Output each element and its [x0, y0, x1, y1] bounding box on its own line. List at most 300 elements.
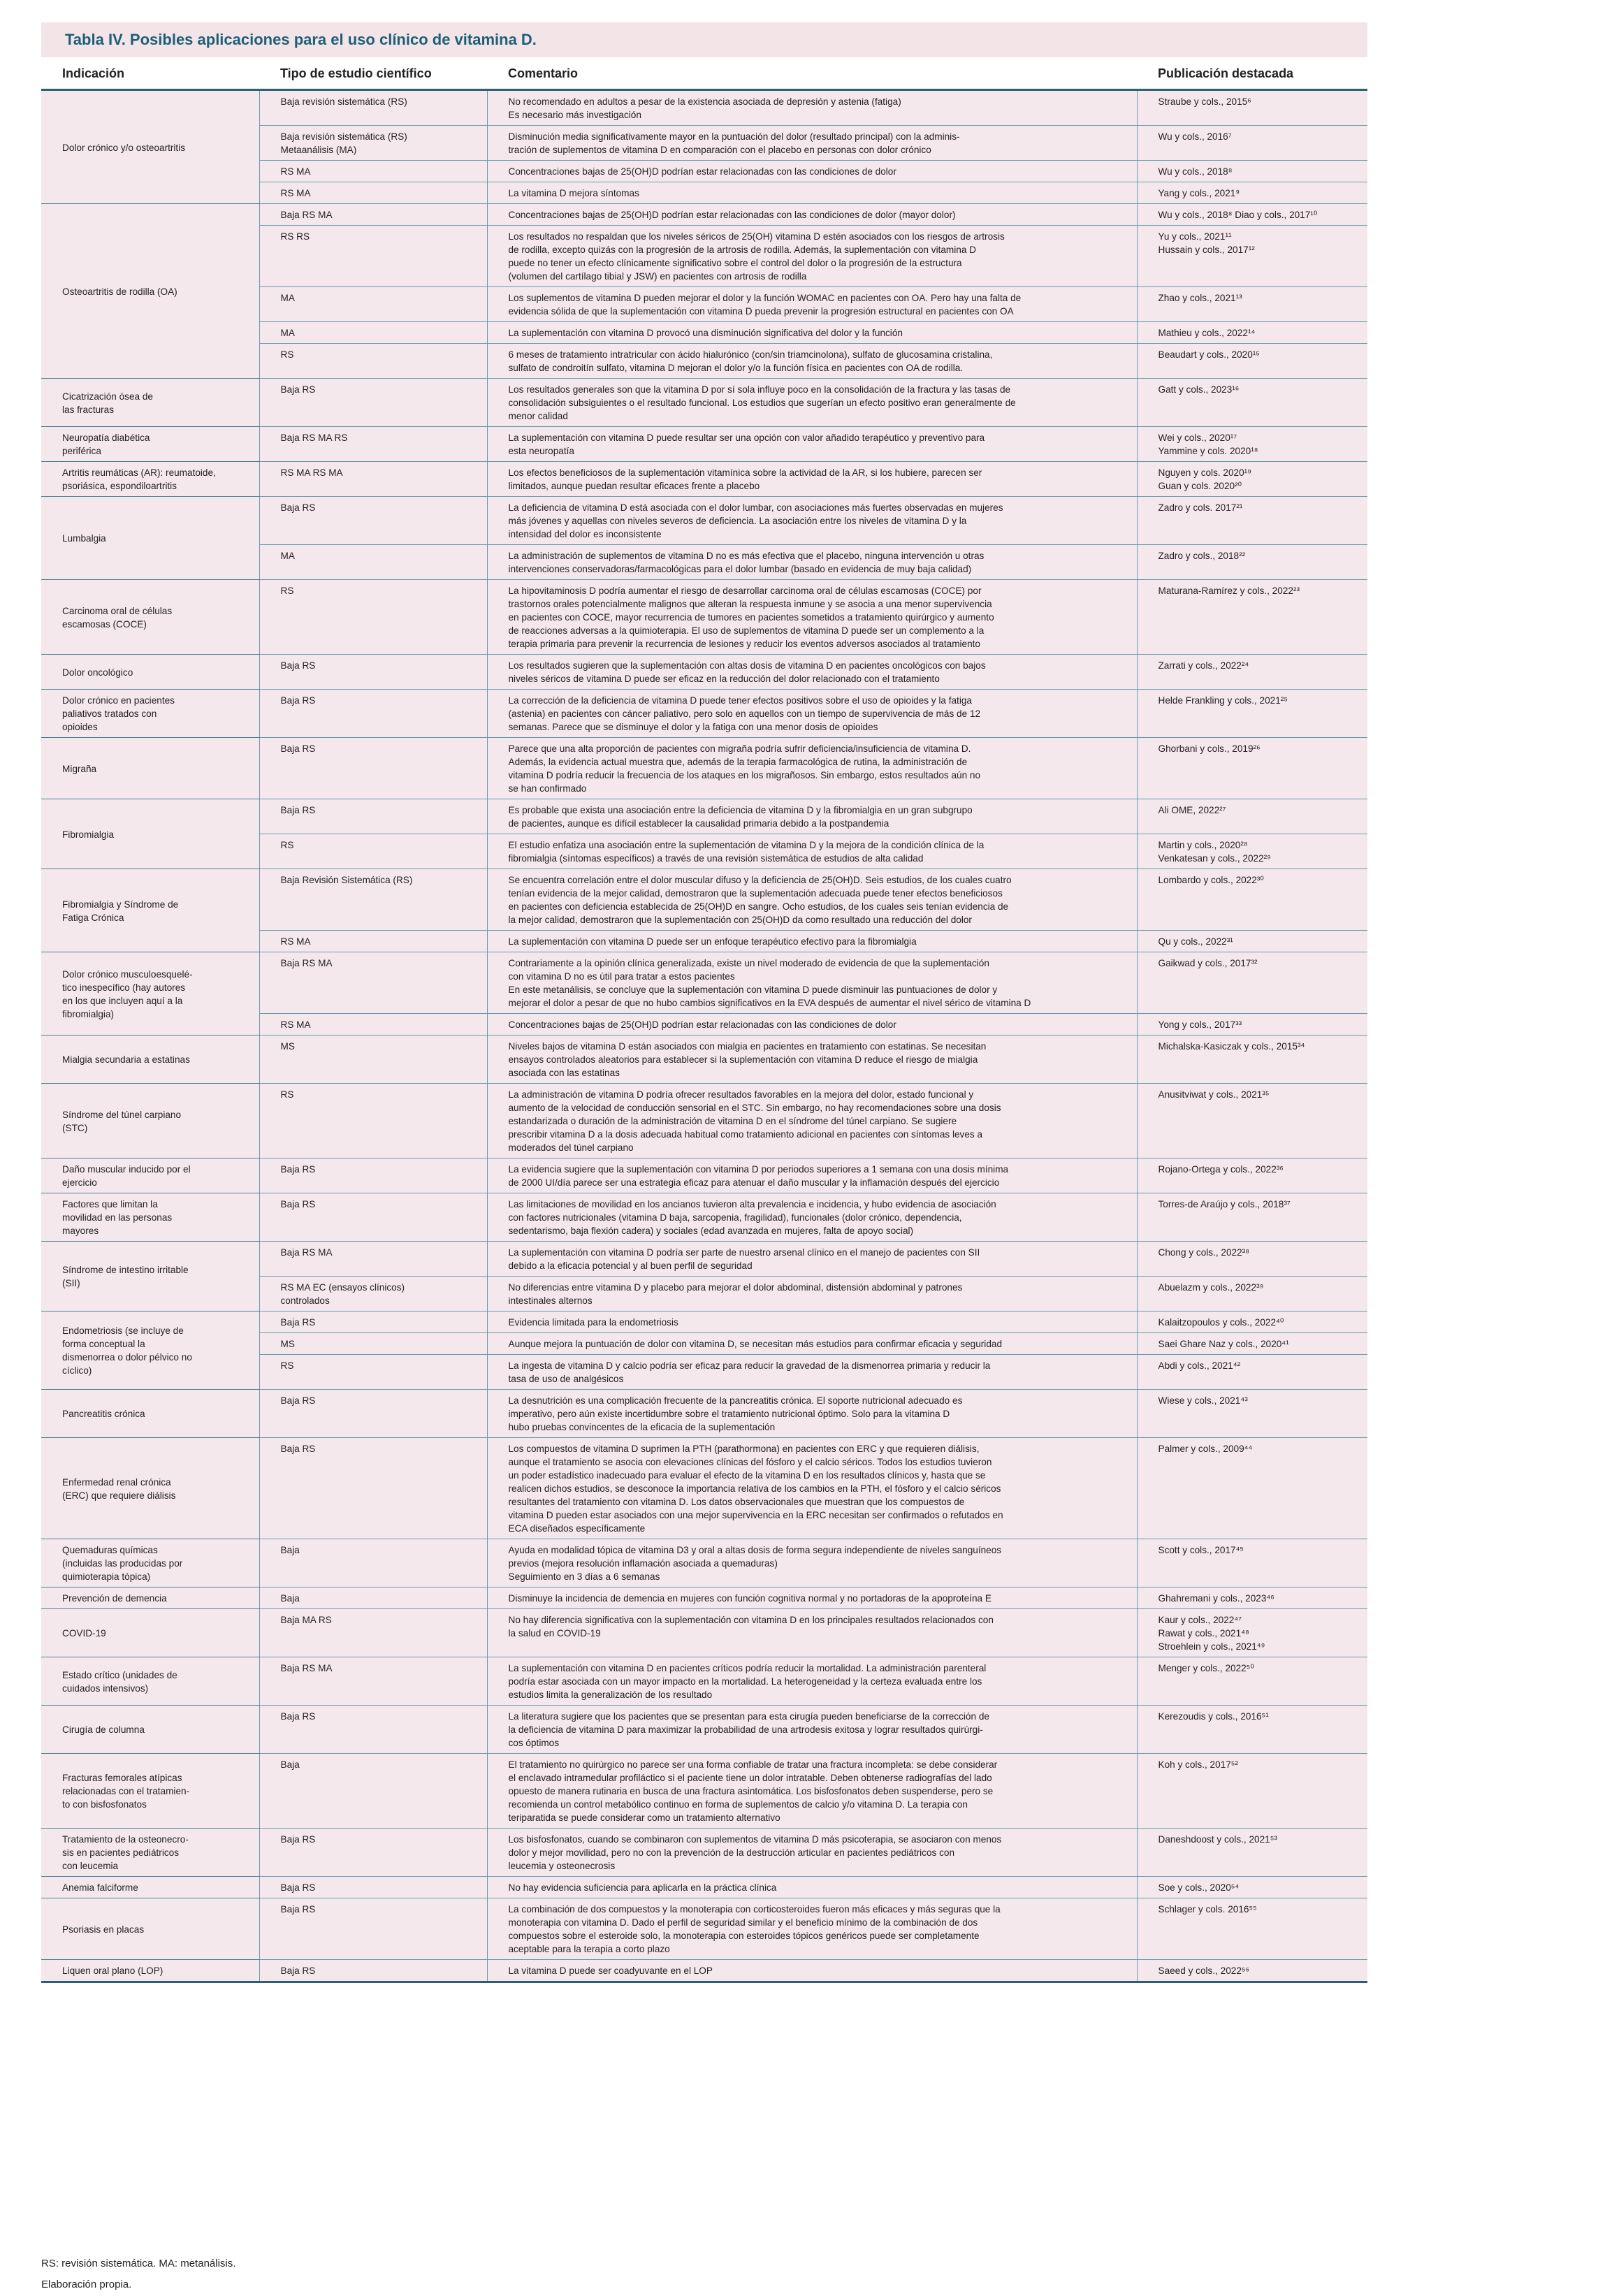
indicacion-cell-line: cuidados intensivos) [62, 1683, 149, 1694]
table-row [41, 1084, 1367, 1158]
header-publicacion: Publicación destacada [1137, 57, 1367, 90]
comentario-cell-line: resultantes del tratamiento con vitamina D. Los datos observacionales que muestran que los compuestos de [508, 1497, 965, 1507]
indicacion-cell [41, 799, 259, 869]
comentario-cell-line: Los bisfosfonatos, cuando se combinaron con suplementos de vitamina D más psicoterapia, se asociaron con menos [508, 1834, 1002, 1845]
publicacion-cell [1137, 379, 1367, 427]
table-row [41, 799, 1367, 834]
publicacion-cell [1137, 1036, 1367, 1084]
comentario-cell-line: Los resultados generales son que la vitamina D por sí sola influye poco en la consolidación de la fractura y las tasas de [508, 384, 1011, 395]
comentario-cell [487, 1706, 1137, 1754]
indicacion-cell [41, 497, 259, 580]
comentario-cell [487, 322, 1137, 344]
comentario-cell [487, 497, 1137, 545]
indicacion-cell-line: opioides [62, 722, 98, 732]
table-row [41, 869, 1367, 931]
publicacion-cell-line: Straube y cols., 2015⁶ [1158, 96, 1251, 107]
indicacion-cell [41, 952, 259, 1036]
header-row [41, 57, 1367, 90]
tipo-estudio-cell-line: Baja RS [280, 1834, 316, 1845]
tipo-estudio-cell [259, 545, 487, 580]
tipo-estudio-cell-line: RS MA [280, 1019, 311, 1030]
publicacion-cell-line: Chong y cols., 2022³⁸ [1158, 1247, 1249, 1258]
indicacion-cell-line: Osteoartritis de rodilla (OA) [62, 286, 177, 297]
comentario-cell [487, 1898, 1137, 1960]
tipo-estudio-cell [259, 834, 487, 869]
table-row [41, 1898, 1367, 1960]
comentario-cell-line: La desnutrición es una complicación frecuente de la pancreatitis crónica. El soporte nutricional adecuado es [508, 1395, 963, 1406]
comentario-cell-line: en pacientes con deficiencia establecida de 25(OH)D en sangre. Ocho estudios, de los cuales seis tenían evidencia de [508, 901, 1009, 912]
indicacion-cell [41, 1877, 259, 1898]
comentario-cell-line: debido a la eficacia potencial y al buen perfil de seguridad [508, 1260, 753, 1271]
publicacion-cell [1137, 161, 1367, 182]
publicacion-cell-line: Scott y cols., 2017⁴⁵ [1158, 1545, 1244, 1555]
indicacion-cell-line: Cicatrización ósea de [62, 391, 153, 402]
publicacion-cell [1137, 1898, 1367, 1960]
tipo-estudio-cell-line: Baja [280, 1593, 300, 1604]
table-row [41, 204, 1367, 226]
indicacion-cell-line: (incluidas las producidas por [62, 1558, 183, 1569]
tipo-estudio-cell-line: Baja [280, 1545, 300, 1555]
tipo-estudio-cell-line: Baja RS [280, 502, 316, 513]
comentario-cell-line: Disminución media significativamente mayor en la puntuación del dolor (resultado principal) con la adminis- [508, 131, 960, 142]
publicacion-cell-line: Wei y cols., 2020¹⁷ [1158, 433, 1237, 443]
comentario-cell [487, 226, 1137, 287]
comentario-cell [487, 931, 1137, 952]
footnote-source: Elaboración propia. [41, 2279, 132, 2290]
tipo-estudio-cell [259, 690, 487, 738]
publicacion-cell [1137, 952, 1367, 1014]
tipo-estudio-cell [259, 1609, 487, 1657]
indicacion-cell [41, 204, 259, 379]
table-row [41, 1539, 1367, 1587]
publicacion-cell [1137, 1587, 1367, 1609]
publicacion-cell-line: Torres-de Araújo y cols., 2018³⁷ [1158, 1199, 1291, 1209]
comentario-cell-line: podría estar asociada con un mayor impacto en la mortalidad. La heterogeneidad y la certeza evaluada entre los [508, 1676, 982, 1687]
indicacion-cell-line: Enfermedad renal crónica [62, 1476, 171, 1488]
comentario-cell-line: puede no tener un efecto clínicamente significativo sobre el control del dolor o la progresión de la estructura [508, 258, 962, 268]
tipo-estudio-cell-line: Baja RS [280, 695, 316, 706]
tipo-estudio-cell-line: Baja RS [280, 1164, 316, 1175]
comentario-cell [487, 869, 1137, 931]
indicacion-cell-line: Prevención de demencia [62, 1593, 167, 1604]
comentario-cell [487, 1754, 1137, 1829]
indicacion-cell-line: periférica [62, 446, 101, 456]
tipo-estudio-cell [259, 738, 487, 799]
indicacion-cell [41, 90, 259, 204]
indicacion-cell-line: Carcinoma oral de células [62, 605, 173, 616]
comentario-cell-line: cos óptimos [508, 1738, 560, 1748]
comentario-cell-line: Parece que una alta proporción de pacientes con migraña podría sufrir deficiencia/insuficiencia de vitamina D. [508, 743, 971, 754]
comentario-cell-line: En este metanálisis, se concluye que la suplementación con vitamina D puede disminuir las puntuaciones de dolor y [508, 984, 998, 995]
publicacion-cell-line: Kalaitzopoulos y cols., 2022⁴⁰ [1158, 1317, 1284, 1328]
comentario-cell [487, 1084, 1137, 1158]
tipo-estudio-cell-line: Baja RS [280, 1444, 316, 1454]
comentario-cell-line: La suplementación con vitamina D podría ser parte de nuestro arsenal clínico en el manejo de pacientes con SII [508, 1247, 980, 1258]
comentario-cell-line: Es probable que exista una asociación entre la deficiencia de vitamina D y la fibromialgia en un gran subgrupo [508, 805, 973, 815]
tipo-estudio-cell-line: RS [280, 349, 294, 360]
comentario-cell-line: con factores nutricionales (vitamina D baja, sarcopenia, fragilidad), funcionales (dolor crónico, dependencia, [508, 1212, 962, 1223]
comentario-cell [487, 1193, 1137, 1242]
comentario-cell-line: La suplementación con vitamina D puede resultar ser una opción con valor añadido terapéutico y preventivo para [508, 433, 985, 443]
tipo-estudio-cell-line: Baja RS [280, 743, 316, 754]
publicacion-cell [1137, 1657, 1367, 1706]
comentario-cell-line: opuesto de manera rutinaria en busca de una fractura asintomática. Los bisfosfonatos deben suspenderse, pero se [508, 1786, 994, 1796]
comentario-cell-line: Aunque mejora la puntuación de dolor con vitamina D, se necesitan más estudios para confirmar eficacia y seguridad [508, 1339, 1003, 1349]
comentario-cell [487, 1333, 1137, 1355]
comentario-cell-line: Es necesario más investigación [508, 110, 641, 120]
tipo-estudio-cell [259, 126, 487, 161]
tipo-estudio-cell [259, 1084, 487, 1158]
tipo-estudio-cell [259, 655, 487, 690]
publicacion-cell [1137, 869, 1367, 931]
comentario-cell-line: (volumen del cartílago tibial y JSW) en pacientes con artrosis de rodilla [508, 271, 807, 282]
comentario-cell-line: aunque el tratamiento se asocia con elevaciones clínicas del fósforo y el calcio séricos. Todos los estudios tuvieron [508, 1457, 992, 1467]
publicacion-cell [1137, 344, 1367, 379]
comentario-cell-line: Los resultados no respaldan que los niveles séricos de 25(OH) vitamina D estén asociados con los riesgos de artrosis [508, 231, 1005, 242]
publicacion-cell-line: Lombardo y cols., 2022³⁰ [1158, 875, 1264, 885]
publicacion-cell-line: Beaudart y cols., 2020¹⁵ [1158, 349, 1260, 360]
indicacion-cell [41, 1754, 259, 1829]
publicacion-cell [1137, 287, 1367, 322]
indicacion-cell [41, 1829, 259, 1877]
comentario-cell-line: prescribir vitamina D a la dosis adecuada habitual como tratamiento adicional en pacientes con síntomas leves a [508, 1129, 983, 1140]
comentario-cell-line: tración de suplementos de vitamina D en comparación con el placebo en personas con dolor crónico [508, 145, 931, 155]
comentario-cell-line: No hay evidencia suficiencia para aplicarla en la práctica clínica [508, 1882, 777, 1893]
table-row [41, 1587, 1367, 1609]
comentario-cell-line: sedentarismo, baja flexión cadera) y sociales (edad avanzada en mujeres, falta de apoyo social) [508, 1226, 914, 1236]
publicacion-cell-line: Stroehlein y cols., 2021⁴⁹ [1158, 1641, 1265, 1652]
publicacion-cell [1137, 1390, 1367, 1438]
tipo-estudio-cell-line: Baja RS MA [280, 1663, 333, 1673]
comentario-cell [487, 1242, 1137, 1277]
publicacion-cell [1137, 1193, 1367, 1242]
comentario-cell-line: Evidencia limitada para la endometriosis [508, 1317, 678, 1328]
indicacion-cell-line: Lumbalgia [62, 533, 106, 544]
indicacion-cell [41, 1242, 259, 1312]
comentario-cell [487, 834, 1137, 869]
tipo-estudio-cell-line: RS MA [280, 166, 311, 177]
indicacion-cell [41, 1587, 259, 1609]
table-row [41, 1877, 1367, 1898]
publicacion-cell-line: Anusitviwat y cols., 2021³⁵ [1158, 1089, 1270, 1100]
publicacion-cell-line: Gatt y cols., 2023¹⁶ [1158, 384, 1240, 395]
indicacion-cell [41, 1312, 259, 1390]
tipo-estudio-cell [259, 1539, 487, 1587]
publicacion-cell [1137, 322, 1367, 344]
tipo-estudio-cell-line: Metaanálisis (MA) [280, 145, 357, 155]
table-row [41, 379, 1367, 427]
comentario-cell [487, 799, 1137, 834]
comentario-cell-line: niveles séricos de vitamina D puede ser eficaz en la reducción del dolor relacionado con el tratamiento [508, 674, 940, 684]
indicacion-cell-line: Dolor oncológico [62, 667, 133, 678]
comentario-cell-line: tenían evidencia de la mejor calidad, demostraron que la suplementación adecuada puede tener efectos beneficiosos [508, 888, 1003, 899]
comentario-cell-line: No hay diferencia significativa con la suplementación con vitamina D en los principales resultados relacionados con [508, 1615, 994, 1625]
comentario-cell-line: imperativo, pero aún existe incertidumbre sobre el tratamiento nutricional óptimo. Solo para la vitamina D [508, 1409, 950, 1419]
tipo-estudio-cell [259, 182, 487, 204]
tipo-estudio-cell [259, 799, 487, 834]
indicacion-cell-line: paliativos tratados con [62, 709, 157, 719]
tipo-estudio-cell [259, 931, 487, 952]
table-title: Tabla IV. Posibles aplicaciones para el uso clínico de vitamina D. [65, 31, 537, 48]
comentario-cell-line: Concentraciones bajas de 25(OH)D podrían estar relacionadas con las condiciones de dolor [508, 166, 896, 177]
publicacion-cell-line: Koh y cols., 2017⁵² [1158, 1759, 1238, 1770]
comentario-cell-line: La hipovitaminosis D podría aumentar el riesgo de desarrollar carcinoma oral de células escamosas (COCE) por [508, 586, 982, 596]
tipo-estudio-cell [259, 1242, 487, 1277]
indicacion-cell-line: en los que incluyen aquí a la [62, 995, 183, 1006]
comentario-cell-line: intervenciones conservadoras/farmacológicas para el dolor lumbar (basado en evidencia de muy baja calidad) [508, 564, 972, 574]
tipo-estudio-cell-line: Baja RS MA [280, 958, 333, 968]
indicacion-cell [41, 462, 259, 497]
tipo-estudio-cell-line: Baja RS [280, 1966, 316, 1976]
tipo-estudio-cell [259, 226, 487, 287]
tipo-estudio-cell-line: MA [280, 551, 295, 561]
comentario-cell-line: esta neuropatía [508, 446, 574, 456]
table-row [41, 1158, 1367, 1193]
comentario-cell [487, 1609, 1137, 1657]
tipo-estudio-cell-line: RS [280, 586, 294, 596]
indicacion-cell [41, 738, 259, 799]
table-row [41, 580, 1367, 655]
publicacion-cell-line: Mathieu y cols., 2022¹⁴ [1158, 328, 1256, 338]
vitamin-d-table [41, 57, 1367, 1983]
header-tipo-estudio: Tipo de estudio científico [259, 57, 487, 90]
indicacion-cell [41, 580, 259, 655]
tipo-estudio-cell [259, 322, 487, 344]
indicacion-cell-line: Factores que limitan la [62, 1199, 158, 1209]
indicacion-cell [41, 1084, 259, 1158]
comentario-cell-line: La ingesta de vitamina D y calcio podría ser eficaz para reducir la gravedad de la dismenorrea primaria y reducir la [508, 1360, 991, 1371]
comentario-cell-line: La administración de vitamina D podría ofrecer resultados favorables en la mejora del dolor, estado funcional y [508, 1089, 974, 1100]
publicacion-cell-line: Nguyen y cols. 2020¹⁹ [1158, 467, 1252, 478]
comentario-cell [487, 344, 1137, 379]
title-band [41, 22, 1367, 57]
table-row [41, 1390, 1367, 1438]
publicacion-cell [1137, 1754, 1367, 1829]
comentario-cell [487, 952, 1137, 1014]
indicacion-cell-line: cíclico) [62, 1365, 92, 1376]
comentario-cell-line: vitamina D podría reducir la frecuencia de los ataques en los migrañosos. Sin embargo, estos resultados aún no [508, 770, 981, 780]
publicacion-cell-line: Zadro y cols. 2017²¹ [1158, 502, 1243, 513]
tipo-estudio-cell-line: Baja RS [280, 805, 316, 815]
indicacion-cell-line: Dolor crónico en pacientes [62, 695, 175, 706]
indicacion-cell [41, 379, 259, 427]
comentario-cell-line: Los efectos beneficiosos de la suplementación vitamínica sobre la actividad de la AR, si los hubiere, parecen ser [508, 467, 982, 478]
comentario-cell-line: La corrección de la deficiencia de vitamina D puede tener efectos positivos sobre el uso de opioides y la fatiga [508, 695, 972, 706]
publicacion-cell [1137, 204, 1367, 226]
comentario-cell-line: intensidad del dolor es inconsistente [508, 529, 662, 539]
tipo-estudio-cell-line: Baja RS [280, 384, 316, 395]
publicacion-cell [1137, 1877, 1367, 1898]
publicacion-cell-line: Palmer y cols., 2009⁴⁴ [1158, 1444, 1253, 1454]
comentario-cell-line: Ayuda en modalidad tópica de vitamina D3 y oral a altas dosis de forma segura independiente de niveles sanguíneos [508, 1545, 1002, 1555]
publicacion-cell-line: Saei Ghare Naz y cols., 2020⁴¹ [1158, 1339, 1289, 1349]
tipo-estudio-cell-line: RS MA [280, 936, 311, 947]
comentario-cell [487, 427, 1137, 462]
publicacion-cell [1137, 655, 1367, 690]
publicacion-cell-line: Soe y cols., 2020⁵⁴ [1158, 1882, 1240, 1893]
table-row [41, 1829, 1367, 1877]
tipo-estudio-cell-line: Baja RS MA [280, 210, 333, 220]
table-row [41, 1193, 1367, 1242]
publicacion-cell-line: Zhao y cols., 2021¹³ [1158, 293, 1242, 303]
comentario-cell-line: La deficiencia de vitamina D está asociada con el dolor lumbar, con asociaciones más fuertes observadas en mujeres [508, 502, 1003, 513]
comentario-cell-line: El tratamiento no quirúrgico no parece ser una forma confiable de tratar una fractura incompleta: se debe considerar [508, 1759, 998, 1770]
publicacion-cell [1137, 738, 1367, 799]
comentario-cell [487, 204, 1137, 226]
tipo-estudio-cell [259, 427, 487, 462]
indicacion-cell-line: Liquen oral plano (LOP) [62, 1966, 164, 1976]
tipo-estudio-cell [259, 1438, 487, 1539]
indicacion-cell-line: Fibromialgia [62, 829, 115, 840]
comentario-cell [487, 545, 1137, 580]
comentario-cell-line: El estudio enfatiza una asociación entre la suplementación de vitamina D y la mejora de la condición clínica de la [508, 840, 985, 850]
comentario-cell-line: No recomendado en adultos a pesar de la existencia asociada de depresión y astenia (fatiga) [508, 96, 901, 107]
comentario-cell [487, 1158, 1137, 1193]
comentario-cell-line: Los suplementos de vitamina D pueden mejorar el dolor y la función WOMAC en pacientes con OA. Pero hay una falta de [508, 293, 1022, 303]
publicacion-cell-line: Daneshdoost y cols., 2021⁵³ [1158, 1834, 1277, 1845]
comentario-cell [487, 90, 1137, 126]
publicacion-cell-line: Venkatesan y cols., 2022²⁹ [1158, 853, 1271, 864]
publicacion-cell [1137, 931, 1367, 952]
indicacion-cell-line: Estado crítico (unidades de [62, 1669, 177, 1680]
comentario-cell-line: La combinación de dos compuestos y la monoterapia con corticosteroides fueron más eficaces y más seguras que la [508, 1904, 1001, 1914]
comentario-cell-line: Contrariamente a la opinión clínica generalizada, existe un nivel moderado de evidencia de que la suplementación [508, 958, 989, 968]
tipo-estudio-cell [259, 1754, 487, 1829]
publicacion-cell-line: Helde Frankling y cols., 2021²⁵ [1158, 695, 1288, 706]
comentario-cell-line: Disminuye la incidencia de demencia en mujeres con función cognitiva normal y no portadoras de la apoproteína E [508, 1593, 992, 1604]
indicacion-cell-line: Artritis reumáticas (AR): reumatoide, [62, 467, 216, 478]
publicacion-cell [1137, 1312, 1367, 1333]
comentario-cell [487, 182, 1137, 204]
comentario-cell-line: teriparatida se puede considerar como un tratamiento alternativo [508, 1812, 780, 1823]
comentario-cell [487, 1277, 1137, 1312]
tipo-estudio-cell [259, 1898, 487, 1960]
comentario-cell-line: Los resultados sugieren que la suplementación con altas dosis de vitamina D en pacientes oncológicos con bajos [508, 660, 986, 671]
publicacion-cell-line: Guan y cols. 2020²⁰ [1158, 481, 1242, 491]
comentario-cell-line: tasa de uso de analgésicos [508, 1374, 624, 1384]
indicacion-cell [41, 1706, 259, 1754]
comentario-cell-line: La literatura sugiere que los pacientes que se presentan para esta cirugía pueden beneficiarse de la corrección de [508, 1711, 989, 1722]
tipo-estudio-cell-line: Baja RS MA RS [280, 433, 348, 443]
tipo-estudio-cell-line: RS RS [280, 231, 310, 242]
tipo-estudio-cell [259, 1877, 487, 1898]
table-row [41, 738, 1367, 799]
indicacion-cell-line: ejercicio [62, 1177, 97, 1188]
comentario-cell-line: trastornos orales potencialmente malignos que alteran la respuesta inmune y se asocia a una menor supervivencia [508, 599, 992, 609]
comentario-cell-line: la salud en COVID-19 [508, 1628, 601, 1639]
comentario-cell [487, 655, 1137, 690]
table-row [41, 427, 1367, 462]
publicacion-cell [1137, 690, 1367, 738]
comentario-cell [487, 1014, 1137, 1036]
indicacion-cell-line: to con bisfosfonatos [62, 1799, 147, 1810]
indicacion-cell-line: forma conceptual la [62, 1339, 145, 1349]
publicacion-cell-line: Wu y cols., 2016⁷ [1158, 131, 1232, 142]
tipo-estudio-cell-line: RS MA [280, 188, 311, 198]
comentario-cell-line: compuestos sobre el esteroide solo, la monoterapia con esteroides tópicos genéricos puede ser completamente [508, 1931, 980, 1941]
indicacion-cell-line: fibromialgia) [62, 1008, 115, 1019]
tipo-estudio-cell [259, 1355, 487, 1390]
comentario-cell [487, 161, 1137, 182]
publicacion-cell [1137, 1539, 1367, 1587]
publicacion-cell-line: Ali OME, 2022²⁷ [1158, 805, 1226, 815]
publicacion-cell [1137, 1084, 1367, 1158]
indicacion-cell [41, 1539, 259, 1587]
comentario-cell [487, 1539, 1137, 1587]
tipo-estudio-cell-line: RS MA RS MA [280, 467, 343, 478]
table-row [41, 1312, 1367, 1333]
indicacion-cell [41, 1609, 259, 1657]
comentario-cell-line: la deficiencia de vitamina D para maximizar la probabilidad de una artrodesis exitosa y lograr resultados quirúrgi- [508, 1724, 983, 1735]
table-row [41, 1242, 1367, 1277]
comentario-cell-line: fibromialgia (síntomas específicos) a través de una revisión sistemática de estudios de alta calidad [508, 853, 924, 864]
comentario-cell-line: estandarizada o duración de la administración de vitamina D en el síndrome del túnel carpiano. Se sugiere [508, 1116, 957, 1126]
comentario-cell-line: dolor y mejor movilidad, pero no con la prevención de la destrucción articular en pacientes pediátricos con [508, 1847, 955, 1858]
indicacion-cell-line: Síndrome del túnel carpiano [62, 1109, 182, 1120]
indicacion-cell-line: tico inespecífico (hay autores [62, 982, 186, 993]
comentario-cell [487, 1438, 1137, 1539]
tipo-estudio-cell-line: MS [280, 1041, 295, 1052]
publicacion-cell [1137, 1706, 1367, 1754]
publicacion-cell-line: Saeed y cols., 2022⁵⁶ [1158, 1966, 1250, 1976]
tipo-estudio-cell [259, 161, 487, 182]
comentario-cell-line: La vitamina D puede ser coadyuvante en el LOP [508, 1966, 713, 1976]
publicacion-cell [1137, 462, 1367, 497]
indicacion-cell [41, 1438, 259, 1539]
indicacion-cell-line: quimioterapia tópica) [62, 1571, 151, 1582]
publicacion-cell [1137, 226, 1367, 287]
tipo-estudio-cell [259, 90, 487, 126]
indicacion-cell-line: Dolor crónico musculoesquelé- [62, 968, 193, 980]
tipo-estudio-cell-line: Baja MA RS [280, 1615, 332, 1625]
publicacion-cell [1137, 1277, 1367, 1312]
comentario-cell-line: realicen dichos estudios, se desconoce la importancia relativa de los cambios en la PTH, el fósforo y el calcio séricos [508, 1483, 1001, 1494]
tipo-estudio-cell [259, 1014, 487, 1036]
tipo-estudio-cell [259, 379, 487, 427]
publicacion-cell-line: Menger y cols., 2022⁵⁰ [1158, 1663, 1254, 1673]
comentario-cell [487, 1312, 1137, 1333]
indicacion-cell [41, 1390, 259, 1438]
comentario-cell-line: se han confirmado [508, 783, 587, 794]
publicacion-cell [1137, 1333, 1367, 1355]
publicacion-cell-line: Kerezoudis y cols., 2016⁵¹ [1158, 1711, 1269, 1722]
tipo-estudio-cell-line: RS MA EC (ensayos clínicos) [280, 1282, 405, 1293]
comentario-cell-line: Los compuestos de vitamina D suprimen la PTH (parathormona) en pacientes con ERC y que requieren diálisis, [508, 1444, 980, 1454]
comentario-cell-line: aumento de la velocidad de conducción sensorial en el STC. Sin embargo, no hay recomendaciones sobre una dosis [508, 1103, 1001, 1113]
indicacion-cell [41, 1193, 259, 1242]
comentario-cell [487, 379, 1137, 427]
publicacion-cell-line: Maturana-Ramírez y cols., 2022²³ [1158, 586, 1300, 596]
comentario-cell [487, 1587, 1137, 1609]
publicacion-cell-line: Yang y cols., 2021⁹ [1158, 188, 1240, 198]
table-row [41, 1609, 1367, 1657]
indicacion-cell-line: Fibromialgia y Síndrome de [62, 899, 179, 910]
comentario-cell-line: asociada con las estatinas [508, 1068, 620, 1078]
comentario-cell-line: en pacientes con COCE, mayor recurrencia de tumores en pacientes sometidos a tratamiento quirúrgico y aumento [508, 612, 994, 623]
publicacion-cell-line: Ghahremani y cols., 2023⁴⁶ [1158, 1593, 1274, 1604]
publicacion-cell-line: Martin y cols., 2020²⁸ [1158, 840, 1248, 850]
tipo-estudio-cell-line: Baja RS [280, 1711, 316, 1722]
table-row [41, 1657, 1367, 1706]
tipo-estudio-cell [259, 1829, 487, 1877]
comentario-cell-line: Se encuentra correlación entre el dolor muscular difuso y la deficiencia de 25(OH)D. Seis estudios, de los cuales cuatro [508, 875, 1012, 885]
indicacion-cell [41, 427, 259, 462]
tipo-estudio-cell-line: Baja RS [280, 660, 316, 671]
comentario-cell-line: Las limitaciones de movilidad en los ancianos tuvieron alta prevalencia e incidencia, y hubo evidencia de asociación [508, 1199, 996, 1209]
comentario-cell-line: el enclavado intramedular profiláctico si el paciente tiene un dolor intratable. Deben obtenerse radiografías del lado [508, 1773, 992, 1783]
indicacion-cell-line: Fatiga Crónica [62, 912, 124, 923]
tipo-estudio-cell [259, 462, 487, 497]
